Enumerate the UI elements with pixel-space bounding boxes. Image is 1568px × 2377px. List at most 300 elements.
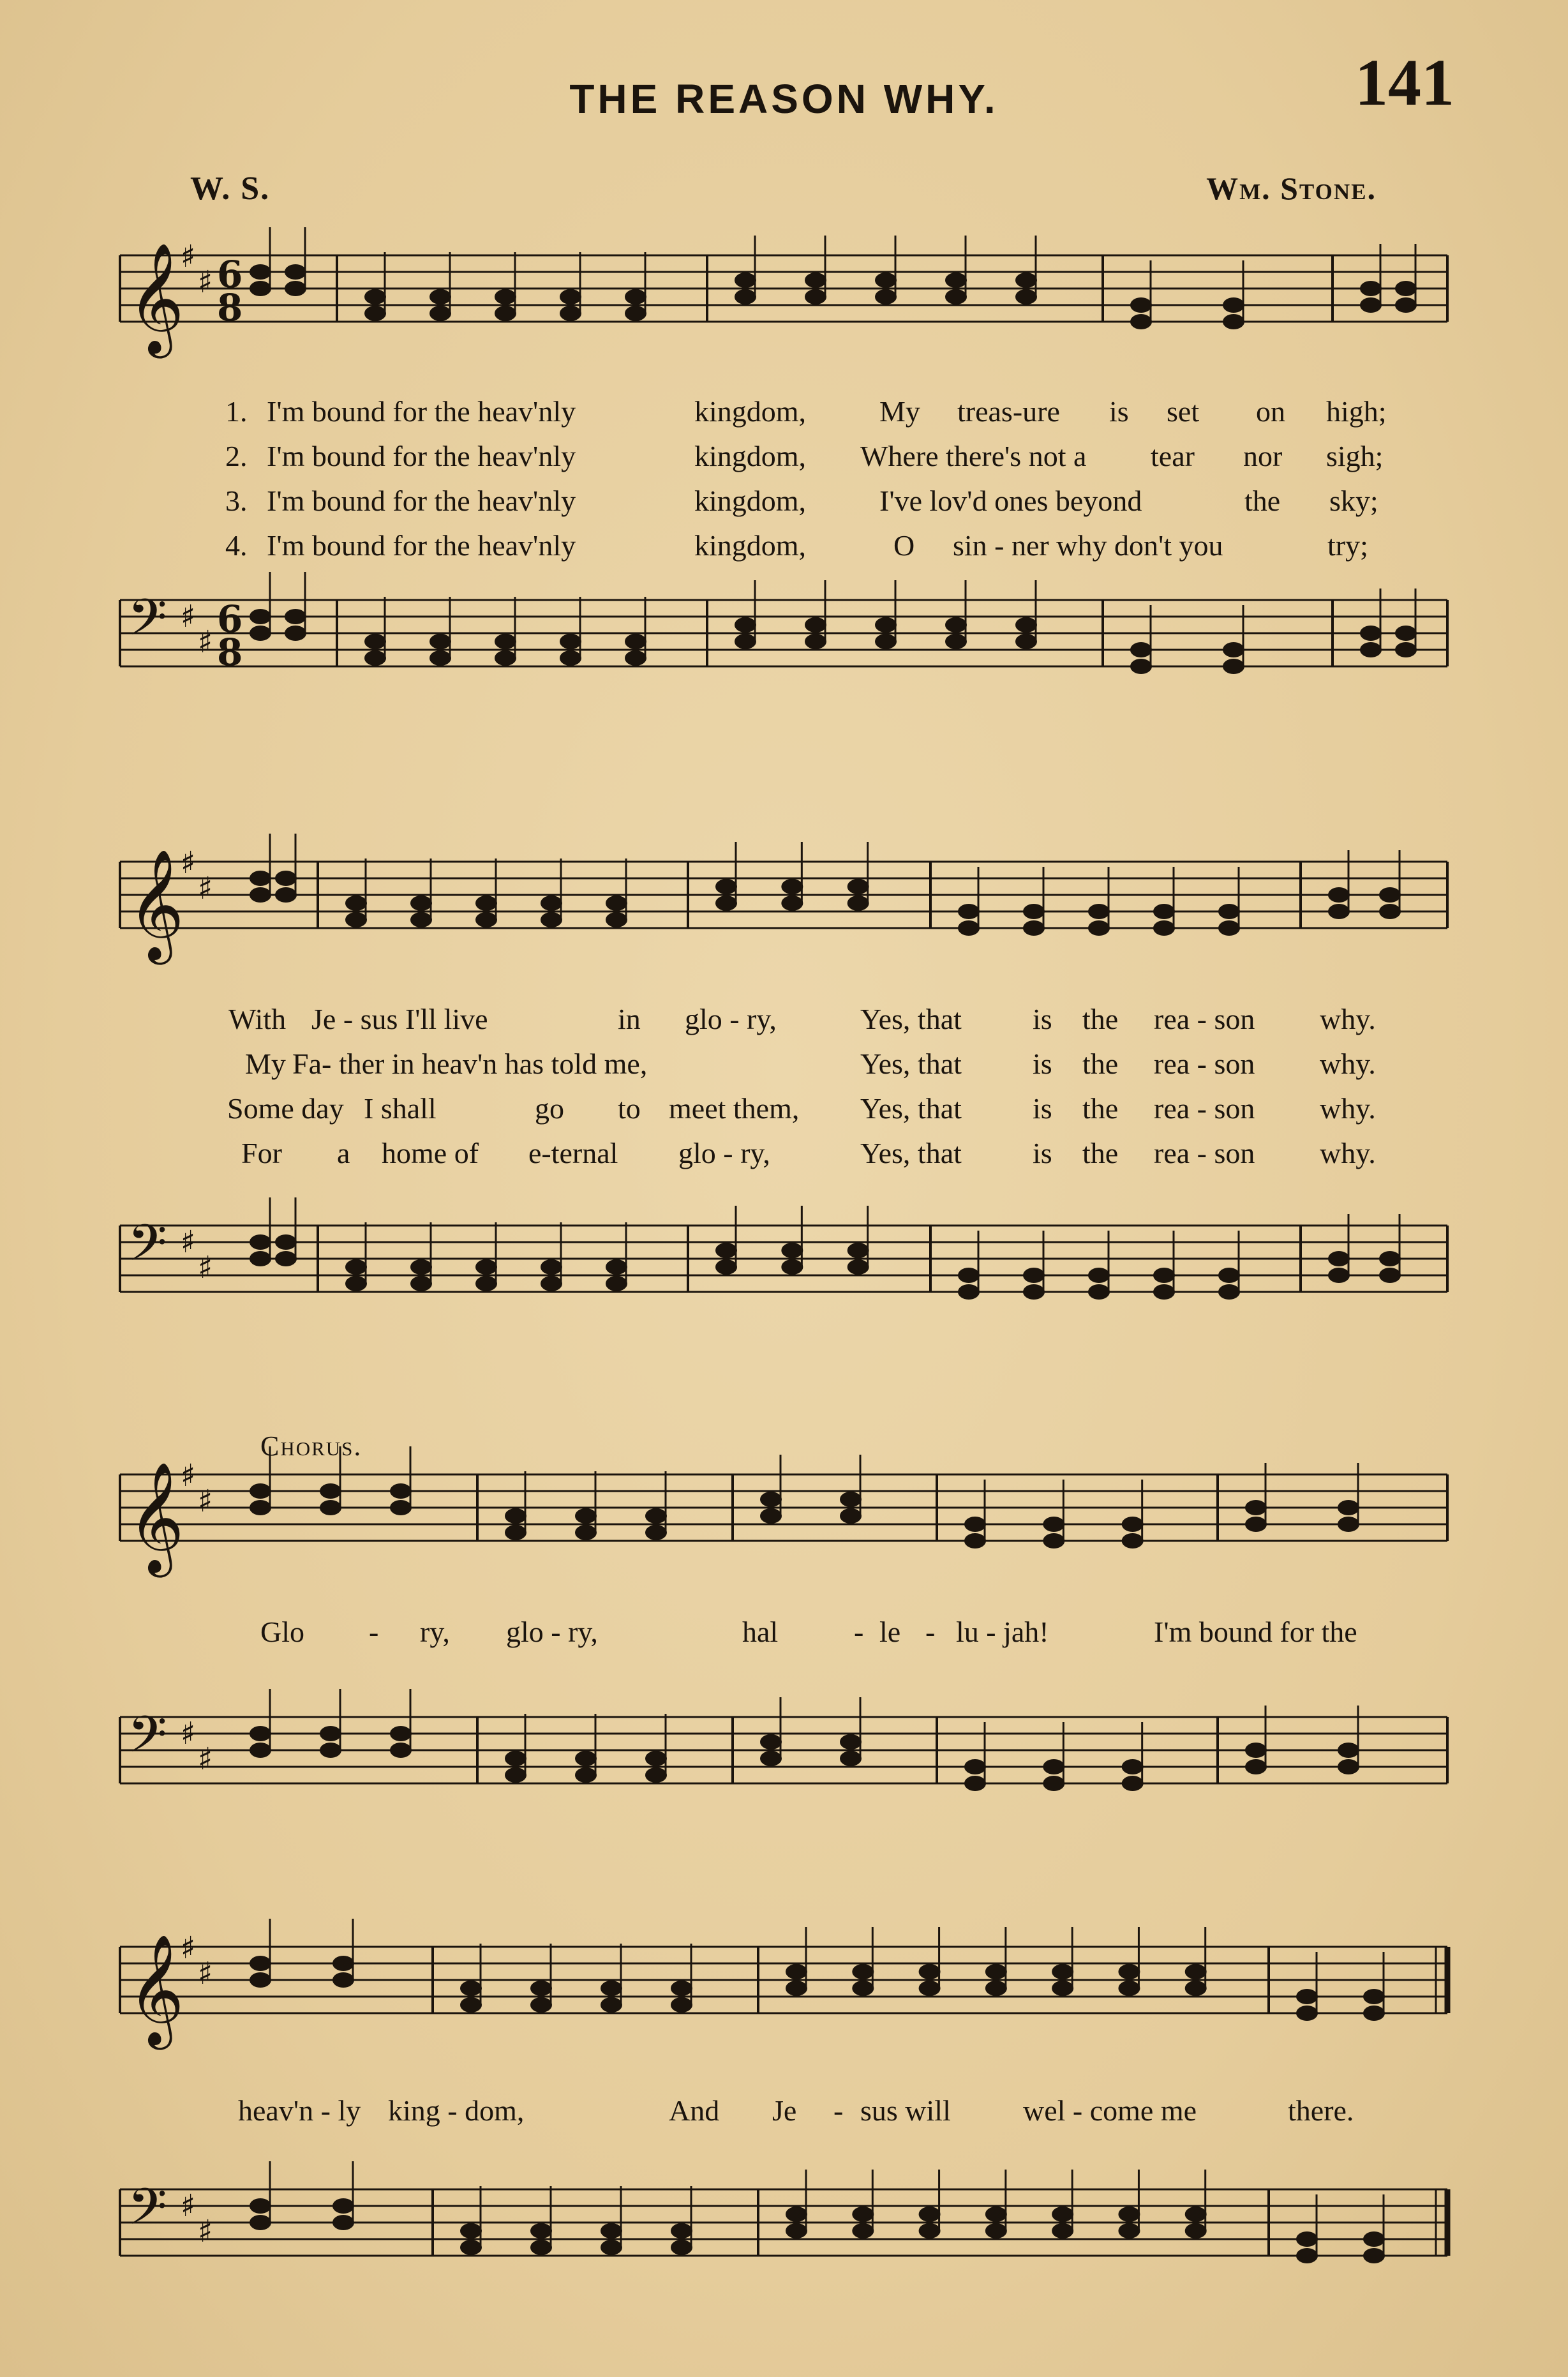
note-head — [735, 617, 756, 633]
note-head — [625, 634, 646, 649]
lyric-syllable: Some day — [227, 1092, 344, 1125]
note-head — [760, 1751, 782, 1766]
note-head — [840, 1508, 862, 1524]
note-head — [781, 1259, 803, 1275]
note-head — [320, 1500, 341, 1515]
sharp-icon: ♯ — [181, 239, 196, 274]
note-head — [1052, 2223, 1073, 2238]
sharp-icon: ♯ — [181, 1930, 196, 1966]
music-system-1 — [120, 239, 1457, 728]
lyric-syllable: try; — [1327, 529, 1368, 562]
lyric-syllable: le — [879, 1616, 901, 1648]
lyric-syllable: I'm bound for the — [1154, 1616, 1357, 1648]
note-head — [964, 1759, 986, 1774]
note-head — [945, 273, 967, 288]
note-head — [1379, 1268, 1401, 1283]
lyric-syllable: Yes, that — [860, 1003, 962, 1035]
note-head — [875, 289, 897, 304]
sharp-icon: ♯ — [181, 2188, 196, 2224]
time-signature-bottom: 8 — [217, 286, 243, 329]
note-head — [945, 634, 967, 649]
lyric-syllable: is — [1109, 395, 1129, 428]
note-head — [1223, 297, 1244, 313]
note-head — [1328, 1251, 1350, 1266]
note-head — [1130, 314, 1152, 329]
note-head — [1153, 920, 1175, 936]
lyric-syllable: Yes, that — [860, 1137, 962, 1169]
lyric-syllable: For — [241, 1137, 282, 1169]
note-head — [332, 1972, 354, 1988]
note-head — [645, 1525, 667, 1540]
note-head — [1023, 920, 1045, 936]
verse-number: 4. — [225, 529, 248, 562]
bass-staff-3 — [120, 1704, 1457, 1857]
lyricist-credit: W. S. — [190, 170, 271, 207]
note-head — [475, 1276, 497, 1291]
lyric-syllable: Yes, that — [860, 1092, 962, 1125]
note-head — [1118, 1964, 1140, 1979]
note-head — [847, 896, 869, 911]
hymn-title: THE REASON WHY. — [569, 76, 999, 122]
note-head — [715, 1259, 737, 1275]
note-head — [505, 1751, 526, 1766]
note-head — [1360, 297, 1382, 313]
note-head — [475, 896, 497, 911]
note-head — [1122, 1533, 1144, 1548]
lyric-syllable: O — [893, 529, 915, 562]
note-head — [840, 1492, 862, 1507]
note-head — [671, 1981, 692, 1996]
note-head — [1185, 2223, 1207, 2238]
lyric-syllable: - — [925, 1616, 936, 1648]
note-head — [805, 289, 826, 304]
lyric-syllable: I've lov'd ones beyond — [879, 484, 1142, 517]
lyric-syllable: go — [535, 1092, 564, 1125]
lyric-syllable: kingdom, — [694, 440, 807, 472]
note-head — [1185, 1964, 1207, 1979]
note-head — [1223, 642, 1244, 657]
note-head — [1296, 2248, 1318, 2263]
sharp-icon: ♯ — [181, 1716, 196, 1751]
note-head — [1223, 314, 1244, 329]
note-head — [250, 2215, 271, 2230]
note-head — [495, 650, 516, 666]
sharp-icon: ♯ — [181, 845, 196, 881]
note-head — [475, 1259, 497, 1275]
lyric-syllable: glo - ry, — [678, 1137, 770, 1169]
note-head — [715, 879, 737, 894]
note-head — [715, 896, 737, 911]
lyric-syllable: kingdom, — [694, 529, 807, 562]
lyric-syllable: rea - son — [1154, 1137, 1255, 1169]
note-head — [1043, 1533, 1064, 1548]
bass-staff-2 — [120, 1213, 1457, 1366]
note-head — [250, 2198, 271, 2214]
note-head — [1015, 617, 1037, 633]
note-head — [852, 2223, 874, 2238]
lyric-syllable: e-ternal — [528, 1137, 618, 1169]
note-head — [505, 1767, 526, 1783]
note-head — [1338, 1517, 1359, 1532]
note-head — [735, 289, 756, 304]
note-head — [345, 896, 367, 911]
lyric-syllable: kingdom, — [694, 484, 807, 517]
chorus-label: Chorus. — [260, 1430, 362, 1462]
note-head — [1023, 904, 1045, 919]
lyric-syllable: heav'n - ly — [238, 2094, 361, 2127]
note-head — [429, 289, 451, 304]
note-head — [541, 1276, 562, 1291]
note-head — [847, 1259, 869, 1275]
note-head — [625, 650, 646, 666]
lyric-syllable: the — [1082, 1047, 1119, 1080]
sharp-icon: ♯ — [198, 1250, 213, 1286]
note-head — [1245, 1500, 1267, 1515]
note-head — [945, 617, 967, 633]
note-head — [1023, 1268, 1045, 1283]
note-head — [919, 2207, 941, 2222]
lyric-syllable: rea - son — [1154, 1003, 1255, 1035]
time-signature-top: 6 — [217, 597, 243, 641]
note-head — [958, 904, 980, 919]
lyric-syllable: meet them, — [669, 1092, 800, 1125]
note-head — [345, 1276, 367, 1291]
note-head — [390, 1743, 412, 1758]
note-head — [364, 650, 386, 666]
note-head — [250, 1743, 271, 1758]
lyric-syllable: is — [1033, 1047, 1052, 1080]
note-head — [671, 1997, 692, 2013]
note-head — [364, 634, 386, 649]
note-head — [250, 871, 271, 886]
note-head — [1185, 1981, 1207, 1996]
note-head — [541, 896, 562, 911]
note-head — [945, 289, 967, 304]
lyric-syllable: sus will — [860, 2094, 951, 2127]
page-number: 141 — [1355, 46, 1454, 119]
note-head — [1296, 1989, 1318, 2004]
lyric-syllable: Fa- ther in heav'n has told me, — [292, 1047, 648, 1080]
note-head — [1338, 1500, 1359, 1515]
note-head — [781, 879, 803, 894]
note-head — [1338, 1743, 1359, 1758]
sharp-icon: ♯ — [181, 1458, 196, 1494]
lyric-syllable: And — [669, 2094, 720, 2127]
note-head — [964, 1776, 986, 1791]
note-head — [985, 2207, 1007, 2222]
treble-clef-icon: 𝄞 — [128, 849, 184, 960]
note-head — [390, 1726, 412, 1741]
note-head — [575, 1767, 597, 1783]
note-head — [1043, 1759, 1064, 1774]
note-head — [285, 281, 306, 296]
note-head — [1015, 289, 1037, 304]
note-head — [332, 2198, 354, 2214]
note-head — [390, 1483, 412, 1499]
note-head — [1395, 642, 1417, 657]
note-head — [781, 896, 803, 911]
note-head — [250, 1726, 271, 1741]
lyric-syllable: My — [879, 395, 920, 428]
lyric-syllable: nor — [1243, 440, 1283, 472]
note-head — [429, 306, 451, 321]
note-head — [332, 1956, 354, 1971]
note-head — [560, 650, 581, 666]
time-signature-top: 6 — [217, 253, 243, 296]
lyric-syllable: is — [1033, 1137, 1052, 1169]
lyric-syllable: I'm bound for the heav'nly — [267, 395, 576, 428]
note-head — [645, 1751, 667, 1766]
note-head — [250, 887, 271, 903]
note-head — [1328, 1268, 1350, 1283]
note-head — [715, 1243, 737, 1258]
note-head — [805, 273, 826, 288]
lyric-syllable: there. — [1288, 2094, 1354, 2127]
note-head — [275, 871, 297, 886]
note-head — [1088, 904, 1110, 919]
note-head — [919, 1981, 941, 1996]
note-head — [606, 1259, 627, 1275]
note-head — [530, 2223, 552, 2238]
lyric-syllable: set — [1167, 395, 1200, 428]
note-head — [1130, 659, 1152, 674]
note-head — [429, 634, 451, 649]
note-head — [250, 1972, 271, 1988]
note-head — [1296, 2006, 1318, 2021]
note-head — [364, 289, 386, 304]
note-head — [852, 2207, 874, 2222]
note-head — [541, 1259, 562, 1275]
bass-clef-icon: 𝄢 — [128, 1705, 167, 1776]
note-head — [601, 2240, 622, 2255]
note-head — [1395, 297, 1417, 313]
note-head — [1363, 2231, 1385, 2247]
sharp-icon: ♯ — [198, 624, 213, 660]
note-head — [985, 1981, 1007, 1996]
note-head — [410, 1259, 432, 1275]
verse-number: 2. — [225, 440, 248, 472]
lyric-syllable: - — [854, 1616, 864, 1648]
note-head — [847, 879, 869, 894]
lyric-syllable: I'm bound for the heav'nly — [267, 484, 576, 517]
bass-clef-icon: 𝄢 — [128, 588, 167, 659]
note-head — [1328, 887, 1350, 903]
note-head — [781, 1243, 803, 1258]
verse-number: 3. — [225, 484, 248, 517]
note-head — [285, 609, 306, 624]
note-head — [1118, 2207, 1140, 2222]
note-head — [919, 2223, 941, 2238]
note-head — [345, 912, 367, 927]
note-head — [1360, 626, 1382, 641]
note-head — [786, 1981, 807, 1996]
note-head — [1052, 1981, 1073, 1996]
lyric-syllable: treas-ure — [957, 395, 1060, 428]
lyric-syllable: sin - ner why don't you — [953, 529, 1223, 562]
note-head — [671, 2240, 692, 2255]
note-head — [964, 1517, 986, 1532]
lyric-syllable: why. — [1320, 1092, 1376, 1125]
note-head — [735, 634, 756, 649]
note-head — [1363, 1989, 1385, 2004]
note-head — [275, 887, 297, 903]
composer-credit: Wm. Stone. — [1206, 170, 1377, 206]
lyric-syllable: king - dom, — [388, 2094, 525, 2127]
note-head — [364, 306, 386, 321]
note-head — [541, 912, 562, 927]
lyric-syllable: why. — [1320, 1047, 1376, 1080]
note-head — [1130, 297, 1152, 313]
note-head — [1296, 2231, 1318, 2247]
note-head — [1015, 273, 1037, 288]
note-head — [1379, 887, 1401, 903]
lyric-syllable: ry, — [420, 1616, 450, 1648]
note-head — [460, 1981, 482, 1996]
note-head — [786, 2207, 807, 2222]
sharp-icon: ♯ — [198, 1483, 213, 1519]
bass-staff-4 — [120, 2177, 1457, 2330]
note-head — [275, 1251, 297, 1266]
note-head — [805, 617, 826, 633]
note-head — [560, 634, 581, 649]
note-head — [1130, 642, 1152, 657]
note-head — [495, 306, 516, 321]
note-head — [390, 1500, 412, 1515]
lyric-syllable: glo - ry, — [685, 1003, 777, 1035]
note-head — [852, 1964, 874, 1979]
lyric-syllable: Yes, that — [860, 1047, 962, 1080]
treble-clef-icon: 𝄞 — [128, 243, 184, 354]
note-head — [332, 2215, 354, 2230]
note-head — [1052, 1964, 1073, 1979]
note-head — [250, 1483, 271, 1499]
bass-clef-icon: 𝄢 — [128, 1213, 167, 1285]
note-head — [786, 2223, 807, 2238]
lyric-syllable: Je - sus I'll live — [311, 1003, 488, 1035]
note-head — [606, 896, 627, 911]
lyric-syllable: sky; — [1329, 484, 1378, 517]
note-head — [560, 289, 581, 304]
lyric-syllable: I shall — [364, 1092, 437, 1125]
note-head — [1245, 1517, 1267, 1532]
note-head — [735, 273, 756, 288]
note-head — [760, 1508, 782, 1524]
note-head — [530, 1997, 552, 2013]
note-head — [1338, 1759, 1359, 1774]
note-head — [275, 1234, 297, 1250]
sharp-icon: ♯ — [198, 264, 213, 300]
note-head — [505, 1525, 526, 1540]
lyric-syllable: on — [1256, 395, 1285, 428]
note-head — [495, 634, 516, 649]
note-head — [847, 1243, 869, 1258]
note-head — [495, 289, 516, 304]
music-system-3-chorus — [120, 1423, 1457, 1870]
lyric-syllable: why. — [1320, 1137, 1376, 1169]
note-head — [645, 1508, 667, 1524]
bass-clef-icon: 𝄢 — [128, 2177, 167, 2249]
note-head — [964, 1533, 986, 1548]
note-head — [1379, 1251, 1401, 1266]
lyric-syllable: a — [337, 1137, 350, 1169]
lyric-syllable: rea - son — [1154, 1092, 1255, 1125]
lyric-syllable: With — [228, 1003, 287, 1035]
note-head — [1015, 634, 1037, 649]
music-system-4 — [120, 1908, 1457, 2355]
treble-staff-3 — [120, 1458, 1457, 1589]
note-head — [560, 306, 581, 321]
lyric-syllable: is — [1033, 1092, 1052, 1125]
lyric-syllable: I'm bound for the heav'nly — [267, 529, 576, 562]
note-head — [1088, 920, 1110, 936]
note-head — [1153, 1268, 1175, 1283]
note-head — [250, 1500, 271, 1515]
sharp-icon: ♯ — [198, 1956, 213, 1991]
verse-number: 1. — [225, 395, 248, 428]
note-head — [625, 289, 646, 304]
note-head — [320, 1726, 341, 1741]
lyric-syllable: hal — [742, 1616, 779, 1648]
lyric-syllable: the — [1082, 1003, 1119, 1035]
lyric-syllable: the — [1244, 484, 1281, 517]
treble-staff-4 — [120, 1930, 1457, 2062]
note-head — [250, 281, 271, 296]
lyric-syllable: Where there's not a — [860, 440, 1087, 472]
note-head — [1360, 281, 1382, 296]
lyric-syllable: high; — [1326, 395, 1387, 428]
lyric-syllable: wel - come me — [1023, 2094, 1197, 2127]
note-head — [410, 912, 432, 927]
note-head — [1153, 904, 1175, 919]
note-head — [285, 264, 306, 280]
note-head — [1363, 2248, 1385, 2263]
bass-staff-1 — [120, 587, 1457, 728]
lyric-syllable: is — [1033, 1003, 1052, 1035]
lyric-syllable: tear — [1151, 440, 1195, 472]
note-head — [958, 920, 980, 936]
note-head — [1122, 1759, 1144, 1774]
note-head — [1118, 1981, 1140, 1996]
note-head — [460, 2240, 482, 2255]
note-head — [410, 1276, 432, 1291]
note-head — [250, 1251, 271, 1266]
note-head — [1328, 904, 1350, 919]
note-head — [985, 2223, 1007, 2238]
note-head — [1218, 1268, 1240, 1283]
note-head — [805, 634, 826, 649]
note-head — [475, 912, 497, 927]
lyric-syllable: - — [833, 2094, 844, 2127]
note-head — [320, 1483, 341, 1499]
note-head — [1088, 1268, 1110, 1283]
sharp-icon: ♯ — [198, 1741, 213, 1777]
note-head — [1052, 2207, 1073, 2222]
note-head — [575, 1525, 597, 1540]
lyric-syllable: in — [618, 1003, 641, 1035]
note-head — [250, 626, 271, 641]
lyric-syllable: the — [1082, 1137, 1119, 1169]
note-head — [1395, 626, 1417, 641]
note-head — [1363, 2006, 1385, 2021]
music-system-2 — [120, 811, 1457, 1385]
note-head — [852, 1981, 874, 1996]
note-head — [1185, 2207, 1207, 2222]
lyric-syllable: lu - jah! — [956, 1616, 1049, 1648]
note-head — [460, 1997, 482, 2013]
note-head — [1360, 642, 1382, 657]
note-head — [250, 609, 271, 624]
treble-clef-icon: 𝄞 — [128, 1462, 184, 1573]
